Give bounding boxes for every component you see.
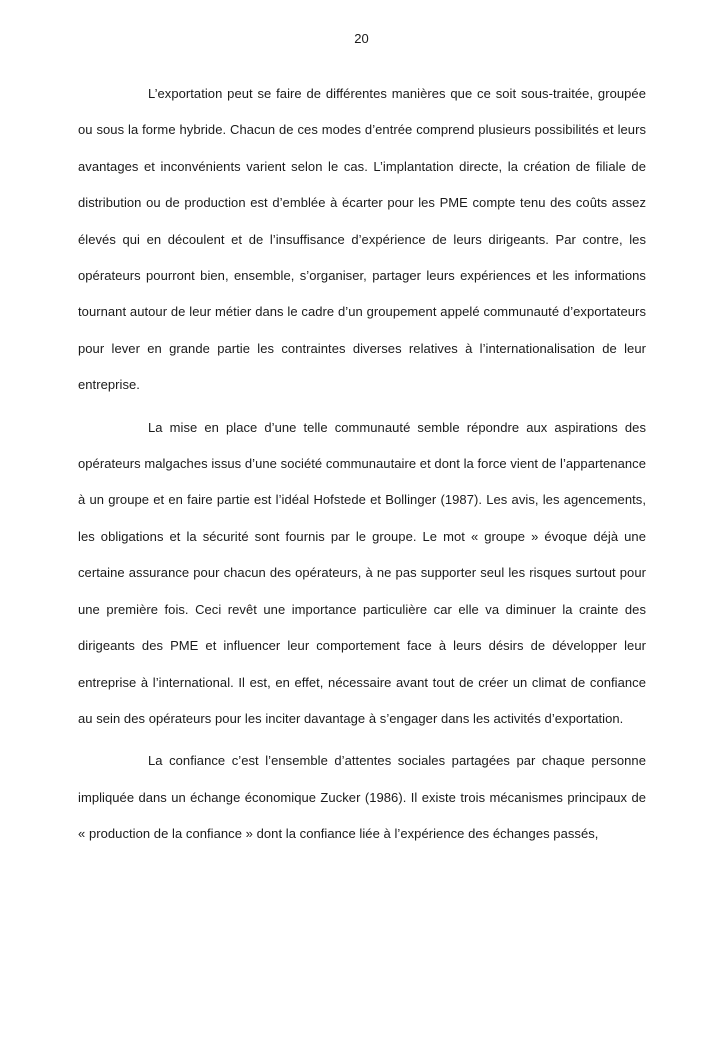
paragraph-communaute: La mise en place d’une telle communauté semble répondre aux aspirations des opérateurs malgaches issus d’une société communautaire et dont la force vient de l’appartenance à un groupe et en faire partie est l’idéal Hofstede et Bollinger (1987). Les avis, les agencements, les obligations et la sécurité sont fournis par le groupe. Le mot « groupe » évoque déjà une certaine assurance pour chacun des opérateurs, à ne pas supporter seul les risques surtout pour une première fois. Ceci revêt une importance particulière car elle va diminuer la crainte des dirigeants des PME et influencer leur comportement face à leurs désirs de développer leur entreprise à l’international. Il est, en effet, nécessaire avant tout de créer un climat de confiance au sein des opérateurs pour les inciter davantage à s’engager dans les activités d’exportation. <box>78 419 646 726</box>
body-text <box>78 76 646 853</box>
page-number: 20 <box>354 31 369 46</box>
paragraph-confiance: La confiance c’est l’ensemble d’attentes sociales partagées par chaque personne impliquée dans un échange économique Zucker (1986). Il existe trois mécanismes principaux de « production de la confiance » dont la confiance liée à l’expérience des échanges passés, <box>78 753 646 842</box>
paragraph-exportation: L’exportation peut se faire de différentes manières que ce soit sous-traitée, groupée ou sous la forme hybride. Chacun de ces modes d’entrée comprend plusieurs possibilités et leurs avantages et inconvénients varient selon le cas. L’implantation directe, la création de filiale de distribution ou de production est d’emblée à écarter pour les PME compte tenu des coûts assez élevés qui en découlent et de l’insuffisance d’expérience de leurs dirigeants. Par contre, les opérateurs pourront bien, ensemble, s’organiser, partager leurs expériences et les informations tournant autour de leur métier dans le cadre d’un groupement appelé communauté d’exportateurs pour lever en grande partie les contraintes diverses relatives à l’internationalisation de leur entreprise. <box>78 86 646 393</box>
